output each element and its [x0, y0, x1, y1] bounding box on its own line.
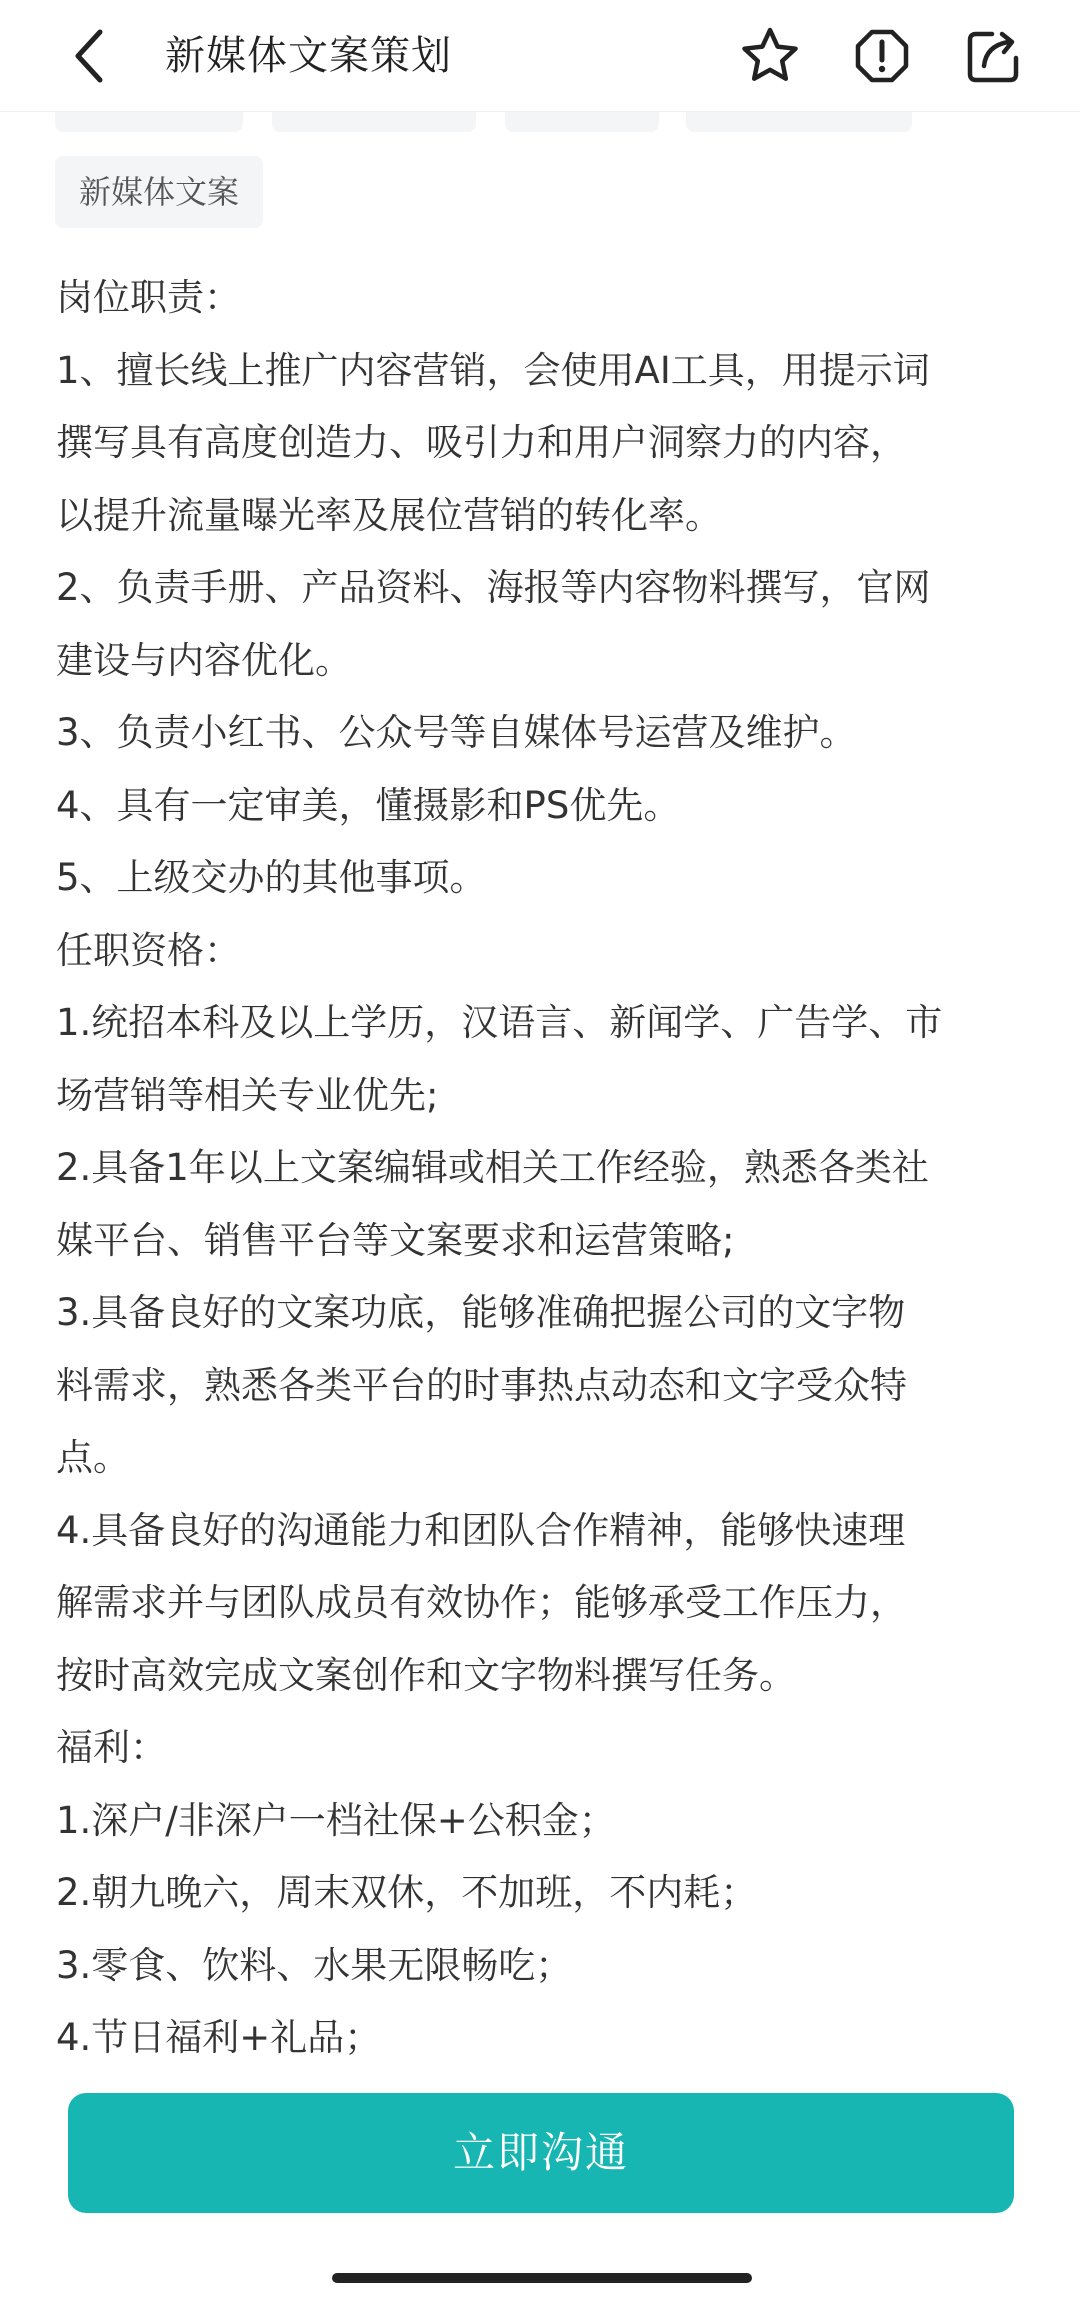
- section-heading: 岗位职责：: [56, 276, 241, 319]
- tag-chip-partial: [55, 112, 243, 132]
- job-detail-content[interactable]: [0, 112, 1080, 2067]
- description-line: 料需求，熟悉各类平台的时事热点动态和文字受众特: [56, 1363, 907, 1407]
- report-icon: [850, 24, 914, 88]
- description-line: 1、擅长线上推广内容营销，会使用AI工具，用提示词: [56, 348, 930, 392]
- description-line: 2.具备1年以上文案编辑或相关工作经验，熟悉各类社: [56, 1146, 929, 1189]
- description-line: 4、具有一定审美，懂摄影和PS优先。: [56, 783, 681, 827]
- tag-chip-partial: [686, 112, 912, 132]
- description-line: 1.统招本科及以上学历，汉语言、新闻学、广告学、市: [56, 1001, 943, 1044]
- description-line: 按时高效完成文案创作和文字物料撰写任务。: [56, 1653, 796, 1697]
- top-navigation-bar: [0, 0, 1080, 112]
- description-line: 解需求并与团队成员有效协作；能够承受工作压力，: [56, 1581, 907, 1624]
- description-line: 3、负责小红书、公众号等自媒体号运营及维护。: [56, 711, 857, 754]
- description-line: 3.零食、饮料、水果无限畅吃；: [56, 1943, 573, 1987]
- share-button[interactable]: [954, 16, 1034, 96]
- description-line: 1.深户/非深户一档社保+公积金；: [56, 1798, 616, 1842]
- description-line: 媒平台、销售平台等文案要求和运营策略;: [56, 1218, 735, 1262]
- home-indicator[interactable]: [332, 2273, 752, 2283]
- description-line: 2.朝九晚六，周末双休，不加班，不内耗；: [56, 1871, 758, 1914]
- description-line: 4.具备良好的沟通能力和团队合作精神，能够快速理: [56, 1508, 906, 1552]
- report-button[interactable]: [842, 16, 922, 96]
- chat-now-button[interactable]: 立即沟通: [68, 2093, 1014, 2213]
- description-line: 场营销等相关专业优先;: [56, 1073, 439, 1117]
- description-line: 点。: [56, 1436, 130, 1479]
- description-line: 4.节日福利+礼品；: [56, 2016, 382, 2059]
- description-line: 撰写具有高度创造力、吸引力和用户洞察力的内容，: [56, 421, 907, 464]
- share-icon: [962, 24, 1026, 88]
- tag-chip: 新媒体文案: [55, 156, 263, 228]
- description-line: 以提升流量曝光率及展位营销的转化率。: [56, 493, 722, 537]
- tag-chip-partial: [505, 112, 659, 132]
- description-line: 2、负责手册、产品资料、海报等内容物料撰写，官网: [56, 566, 931, 609]
- tag-chip-partial: [272, 112, 476, 132]
- back-button[interactable]: [60, 16, 120, 96]
- job-description: [56, 262, 1036, 2067]
- favorite-button[interactable]: [730, 16, 810, 96]
- back-icon: [70, 26, 110, 86]
- section-heading: 任职资格：: [56, 928, 241, 972]
- description-line: 建设与内容优化。: [56, 638, 352, 682]
- bottom-action-bar: [0, 2068, 1080, 2298]
- description-line: 3.具备良好的文案功底，能够准确把握公司的文字物: [56, 1291, 906, 1334]
- page-title: 新媒体文案策划: [165, 33, 452, 79]
- section-heading: 福利：: [56, 1726, 167, 1769]
- star-icon: [738, 24, 802, 88]
- description-line: 5、上级交办的其他事项。: [56, 856, 487, 899]
